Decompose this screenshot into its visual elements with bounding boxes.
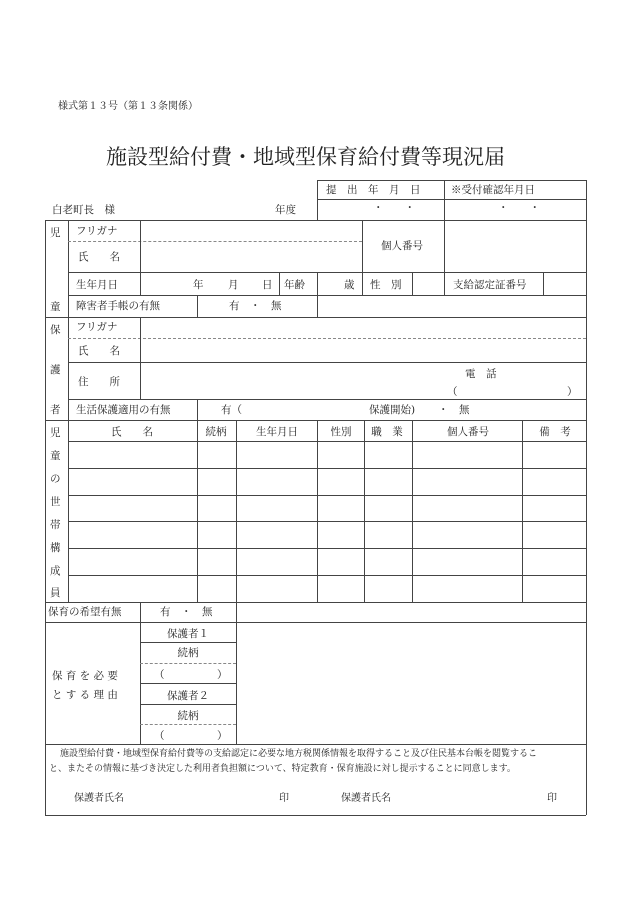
child-furigana-label: フリガナ [76,225,118,237]
childcare-wish-options[interactable]: 有 ・ 無 [160,606,213,618]
guardian-name-label: 氏 名 [78,345,120,357]
guardian1-relation-field[interactable]: （ ） [154,669,228,681]
column-header-name: 氏 名 [111,426,153,438]
certificate-number-label: 支給認定証番号 [453,279,527,291]
household-side-label-8: 員 [50,587,61,599]
consent-text-line-2: と、またその情報に基づき決定した利用者負担額について、特定教育・保育施設に対し提示することに同意します。 [49,764,516,774]
childcare-wish-label: 保育の希望有無 [48,606,122,618]
birthdate-label: 生年月日 [76,279,118,291]
disability-notebook-label: 障害者手帳の有無 [76,300,160,312]
child-side-label-1: 児 [50,227,61,239]
welfare-yes[interactable]: 有（ [221,404,242,416]
column-header-occupation: 職 業 [371,426,403,438]
guardian-side-label-3: 者 [50,404,61,416]
phone-label: 電 話 [465,368,497,380]
household-side-label-3: の [50,473,61,485]
guardian1-relation-label: 続柄 [177,647,199,659]
household-side-label-7: 成 [50,565,61,577]
childcare-reason-label-1: 保 育 を 必 要 [52,670,118,682]
child-name-label: 氏 名 [78,251,120,263]
guardian1-label: 保護者１ [167,628,209,640]
disability-yes-no[interactable]: 有 ・ 無 [229,300,282,312]
guardian2-label: 保護者２ [167,690,209,702]
birth-day-unit: 日 [262,279,273,291]
guardian2-relation-field[interactable]: （ ） [154,730,228,742]
sex-label: 性 別 [370,279,402,291]
seal-1: 印 [279,793,289,804]
welfare-no[interactable]: ・ 無 [438,404,470,416]
guardian2-relation-label: 続柄 [177,710,199,722]
birth-year-unit: 年 [193,279,204,291]
receipt-date-label: ※受付確認年月日 [451,184,535,196]
page-title: 施設型給付費・地域型保育給付費等現況届 [106,145,505,169]
household-side-label-6: 構 [50,542,61,554]
guardian-side-label-1: 保 [50,324,61,336]
column-header-sex: 性別 [330,426,352,438]
form-number: 様式第１３号（第１３条関係） [58,101,198,112]
household-side-label-5: 帯 [50,519,61,531]
phone-paren-open: （ [447,386,458,398]
fiscal-year-label: 年度 [275,204,296,216]
column-header-personal-number: 個人番号 [447,426,489,438]
guardian-side-label-2: 護 [50,364,61,376]
guardian-name-2-label: 保護者氏名 [341,793,391,804]
consent-text-line-1: 施設型給付費・地域型保育給付費等の支給認定に必要な地方税関係情報を取得すること及び住民基本台帳を閲覧するこ [60,749,538,759]
household-side-label-1: 児 [50,427,61,439]
age-label: 年齢 [284,279,305,291]
seal-2: 印 [547,793,557,804]
welfare-label: 生活保護適用の有無 [76,404,171,416]
receipt-date-field[interactable]: ・ ・ [498,202,540,214]
personal-number-label: 個人番号 [381,240,423,252]
column-header-birthdate: 生年月日 [256,426,298,438]
guardian-address-label: 住 所 [78,376,120,388]
birth-month-unit: 月 [228,279,239,291]
column-header-remarks: 備 考 [539,426,571,438]
phone-paren-close: ） [567,386,578,398]
welfare-start-label: 保護開始) [369,404,416,416]
household-side-label-4: 世 [50,496,61,508]
household-side-label-2: 童 [50,450,61,462]
column-header-relation: 続柄 [205,426,227,438]
submission-date-label: 提 出 年 月 日 [326,184,421,196]
age-unit: 歳 [344,279,355,291]
guardian-furigana-label: フリガナ [76,321,118,333]
guardian-name-1-label: 保護者氏名 [74,793,124,804]
child-side-label-2: 童 [50,301,61,313]
addressee: 白老町長 様 [52,204,115,216]
childcare-reason-label-2: と す る 理 由 [52,689,118,701]
submission-date-field[interactable]: ・ ・ [373,202,415,214]
